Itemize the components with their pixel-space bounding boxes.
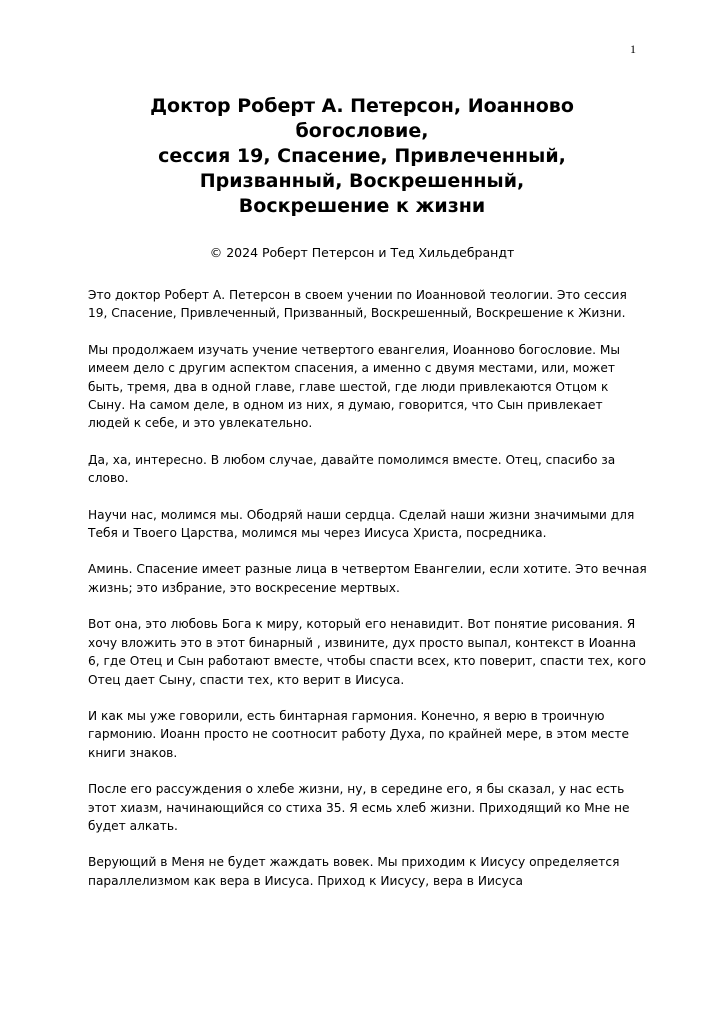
paragraph: Да, ха, интересно. В любом случае, давайте помолимся вместе. Отец, спасибо за слово. (88, 452, 616, 486)
title-line: сессия 19, Спасение, Привлеченный, (158, 145, 566, 167)
document-title (40, 94, 684, 219)
title-line: Призванный, Воскрешенный, (199, 170, 525, 192)
copyright-notice: © 2024 Роберт Петерсон и Тед Хильдебрандт (209, 245, 515, 260)
paragraph: Это доктор Роберт А. Петерсон в своем учении по Иоанновой теологии. Это сессия 19, Спасение, Привлеченный, Призванный, Воскрешенный, Воскрешение к Жизни. (88, 288, 627, 321)
paragraph: После его рассуждения о хлебе жизни, ну, в середине его, я бы сказал, у нас есть этот хиазм, начинающийся со стиха 35. Я есмь хлеб жизни. Приходящий ко Мне не будет алкать. (88, 782, 630, 833)
title-line: Доктор Роберт А. Петерсон, Иоанново (150, 95, 574, 117)
paragraph: Верующий в Меня не будет жаждать вовек. Мы приходим к Иисусу определяется параллелизмом как вера в Иисуса. Приход к Иисусу, вера в Иисуса (88, 855, 620, 888)
paragraph: Аминь. Спасение имеет разные лица в четвертом Евангелии, если хотите. Это вечная жизнь; это избрание, это воскресение мертвых. (88, 562, 647, 595)
paragraph: Научи нас, молимся мы. Ободряй наши сердца. Сделай наши жизни значимыми для Тебя и Твоего Царства, молимся мы через Иисуса Христа, посредника. (88, 507, 635, 541)
title-line: Воскрешение к жизни (238, 195, 486, 217)
page-number: 1 (630, 42, 636, 56)
paragraph: Мы продолжаем изучать учение четвертого евангелия, Иоанново богословие. Мы имеем дело с другим аспектом спасения, а именно с двумя местами, или, может быть, тремя, два в одной главе, главе шестой, где люди привлекаются Отцом к Сыну. На самом деле, в одном из них, я думаю, говорится, что Сын привлекает людей к себе, и это увлекательно. (88, 342, 621, 431)
document-body (88, 286, 648, 908)
paragraph: Вот она, это любовь Бога к миру, который его ненавидит. Вот понятие рисования. Я хочу вложить это в этот бинарный , извините, дух просто выпал, контекст в Иоанна 6, где Отец и Сын работают вместе, чтобы спасти всех, кто поверит, спасти тех, кого Отец дает Сыну, спасти тех, кто верит в Иисуса. (88, 617, 646, 687)
paragraph: И как мы уже говорили, есть бинтарная гармония. Конечно, я верю в троичную гармонию. Иоанн просто не соотносит работу Духа, по крайней мере, в этом месте книги знаков. (88, 708, 629, 760)
title-line: богословие, (295, 120, 429, 142)
